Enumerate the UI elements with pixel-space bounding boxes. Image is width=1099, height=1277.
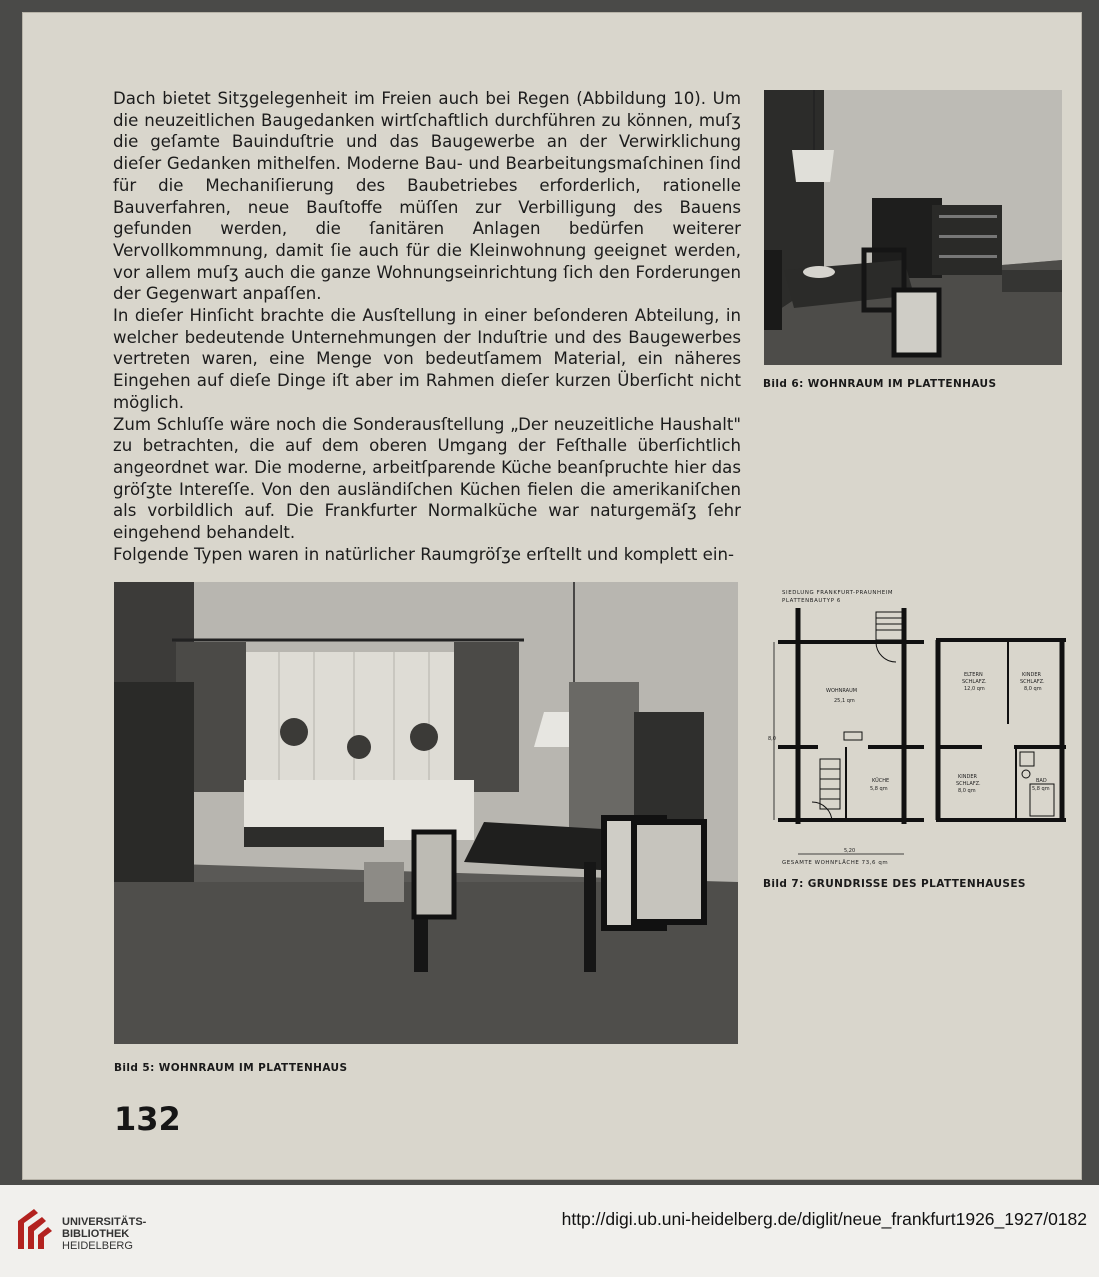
photo-bild-6 [764,90,1062,365]
plan-label-kinder: KINDER [1022,672,1041,678]
plan-label-kinder-2-schlafz: SCHLAFZ. [956,781,981,787]
caption-bild-5: Bild 5: WOHNRAUM IM PLATTENHAUS [114,1062,348,1074]
source-url: http://digi.ub.uni-heidelberg.de/diglit/neue_frankfurt1926_1927/0182 [561,1209,1087,1229]
plan-label-bad: BAD [1036,778,1047,784]
plan-label-eltern: ELTERN [964,672,983,678]
upper-floor-plan [936,640,1066,820]
photo-bild-5-image [114,582,738,1044]
library-name [62,1216,146,1252]
plan-title-line-1: SIEDLUNG FRANKFURT-PRAUNHEIM [782,590,894,596]
floor-plan-bild-7 [768,584,1068,870]
photo-bild-6-image [764,90,1062,365]
footer-bar [0,1185,1099,1277]
paragraph-1: Dach bietet Sitʒgelegenheit im Freien auch bei Regen (Abbildung 10). Um die neuzeitlichen Baugedanken wirtſchaftlich durchführen zu können, muſʒ die geſamte Bauinduſtrie und das Baugewerbe an der Verwirklichung dieſer Gedanken mithelfen. Moderne Bau- und Bearbeitungsmaſchinen ſind für die Mechaniſierung des Baubetriebes erforderlich, rationelle Bauverfahren, neue Bauſtoffe müſſen zur Verbilligung des Bauens gefunden werden, die ſanitären Anlagen bedürfen weiterer Vervollkommnung, damit ſie auch für die Kleinwohnung geeignet werden, vor allem muſʒ auch die ganze Wohnungseinrichtung ſich den Forderungen der Gegenwart anpaſſen. [113,89,741,304]
paragraph-3: Zum Schluſſe wäre noch die Sonderausſtellung „Der neuzeitliche Haushalt" zu betrachten, die auf dem oberen Umgang der Feſthalle überſichtlich angeordnet war. Die moderne, arbeitſparende Küche beanſpruchte hier das gröſʒte Intereſſe. Von den ausländiſchen Küchen fielen die amerikaniſchen als vorbildlich auf. Die Frankfurter Normalküche war naturgemäſʒ ſehr eingehend behandelt. [113,414,741,543]
library-logo-icon [14,1205,54,1253]
plan-area-eltern: 12,0 qm [964,686,985,692]
plan-area-kinder: 8,0 qm [1024,686,1042,692]
library-name-line-1: UNIVERSITÄTS- [62,1216,147,1228]
plan-total-area: GESAMTE WOHNFLÄCHE 73,6 qm [782,860,889,866]
plan-dim-width: 5,20 [844,848,856,854]
body-text [113,88,741,565]
caption-bild-7: Bild 7: GRUNDRISSE DES PLATTENHAUSES [763,878,1026,890]
library-name-line-3: HEIDELBERG [62,1240,133,1252]
plan-area-kinder-2: 8,0 qm [958,788,976,794]
plan-label-eltern-schlafz: SCHLAFZ. [962,679,987,685]
plan-label-wohnraum: WOHNRAUM [826,688,858,694]
ground-floor-plan [774,608,924,854]
plan-area-bad: 5,8 qm [1032,786,1050,792]
plan-dim-height: 8,0 [768,736,776,742]
plan-area-kueche: 5,8 qm [870,786,888,792]
plan-title-line-2: PLATTENBAUTYP 6 [782,598,841,604]
caption-bild-6: Bild 6: WOHNRAUM IM PLATTENHAUS [763,378,997,390]
library-name-line-2: BIBLIOTHEK [62,1228,130,1240]
plan-label-kinder-schlafz: SCHLAFZ. [1020,679,1045,685]
photo-bild-5 [114,582,738,1044]
plan-label-kueche: KÜCHE [872,778,890,784]
plan-label-kinder-2: KINDER [958,774,977,780]
paragraph-2: In dieſer Hinſicht brachte die Ausſtellung in einer beſonderen Abteilung, in welcher bedeutende Unternehmungen der Induſtrie und des Baugewerbes vertreten waren, eine Menge von bedeutſamem Material, ein näheres Eingehen auf dieſe Dinge iſt aber im Rahmen dieſer kurzen Überſicht nicht möglich. [113,306,741,412]
page-number: 132 [114,1100,181,1138]
plan-area-wohnraum: 25,1 qm [834,698,855,704]
paragraph-4: Folgende Typen waren in natürlicher Raumgröſʒe erſtellt und komplett ein- [113,544,734,564]
